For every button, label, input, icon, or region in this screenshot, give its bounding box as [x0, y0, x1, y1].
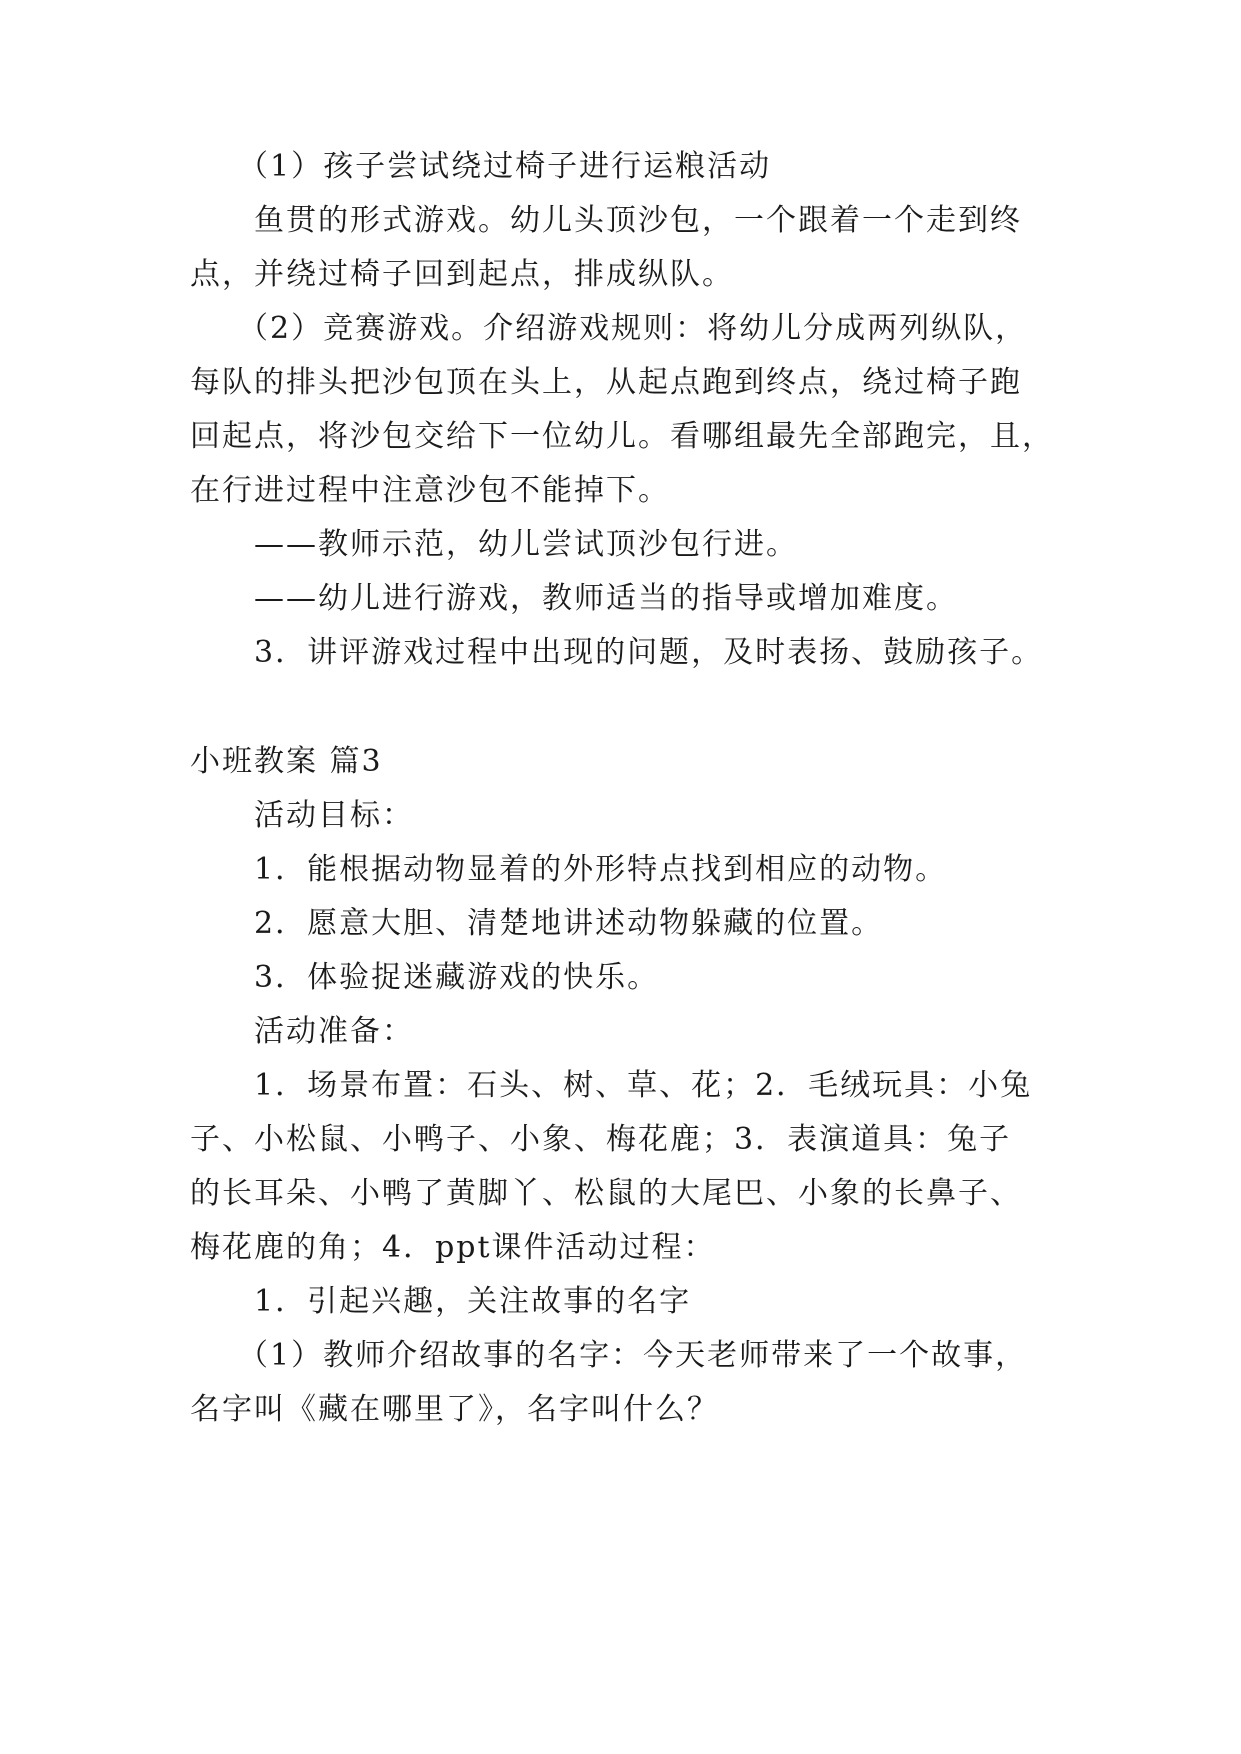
paragraph-line: 子、小松鼠、小鸭子、小象、梅花鹿；3．表演道具：兔子	[190, 1122, 1012, 1157]
paragraph-line: （1）孩子尝试绕过椅子进行运粮活动	[238, 149, 772, 184]
paragraph-line: ——教师示范，幼儿尝试顶沙包行进。	[254, 527, 798, 562]
paragraph-line: 2．愿意大胆、清楚地讲述动物躲藏的位置。	[254, 906, 884, 941]
paragraph-line: 活动目标：	[254, 798, 414, 833]
paragraph-line: 3．体验捉迷藏游戏的快乐。	[254, 960, 660, 995]
section-heading: 小班教案 篇3	[190, 744, 383, 779]
paragraph-line: 每队的排头把沙包顶在头上，从起点跑到终点，绕过椅子跑	[190, 365, 1022, 400]
paragraph-line: 的长耳朵、小鸭了黄脚丫、松鼠的大尾巴、小象的长鼻子、	[190, 1176, 1022, 1211]
paragraph-line: 在行进过程中注意沙包不能掉下。	[190, 473, 670, 508]
paragraph-line: 梅花鹿的角；4．ppt课件活动过程：	[190, 1230, 716, 1265]
paragraph-line: （2）竞赛游戏。介绍游戏规则：将幼儿分成两列纵队，	[238, 311, 1028, 346]
paragraph-line: （1）教师介绍故事的名字：今天老师带来了一个故事，	[238, 1338, 1028, 1373]
paragraph-line: 点，并绕过椅子回到起点，排成纵队。	[190, 257, 734, 292]
paragraph-line: 活动准备：	[254, 1014, 414, 1049]
paragraph-line: 3．讲评游戏过程中出现的问题，及时表扬、鼓励孩子。	[254, 635, 1044, 670]
paragraph-line: ——幼儿进行游戏，教师适当的指导或增加难度。	[254, 581, 958, 616]
paragraph-line: 鱼贯的形式游戏。幼儿头顶沙包，一个跟着一个走到终	[254, 203, 1022, 238]
paragraph-line: 名字叫《藏在哪里了》，名字叫什么？	[190, 1392, 719, 1427]
paragraph-line: 1．能根据动物显着的外形特点找到相应的动物。	[254, 852, 948, 887]
paragraph-line: 1．场景布置：石头、树、草、花；2．毛绒玩具：小兔	[254, 1068, 1033, 1103]
paragraph-line: 回起点，将沙包交给下一位幼儿。看哪组最先全部跑完，且，	[190, 419, 1054, 454]
paragraph-line: 1．引起兴趣，关注故事的名字	[254, 1284, 692, 1319]
